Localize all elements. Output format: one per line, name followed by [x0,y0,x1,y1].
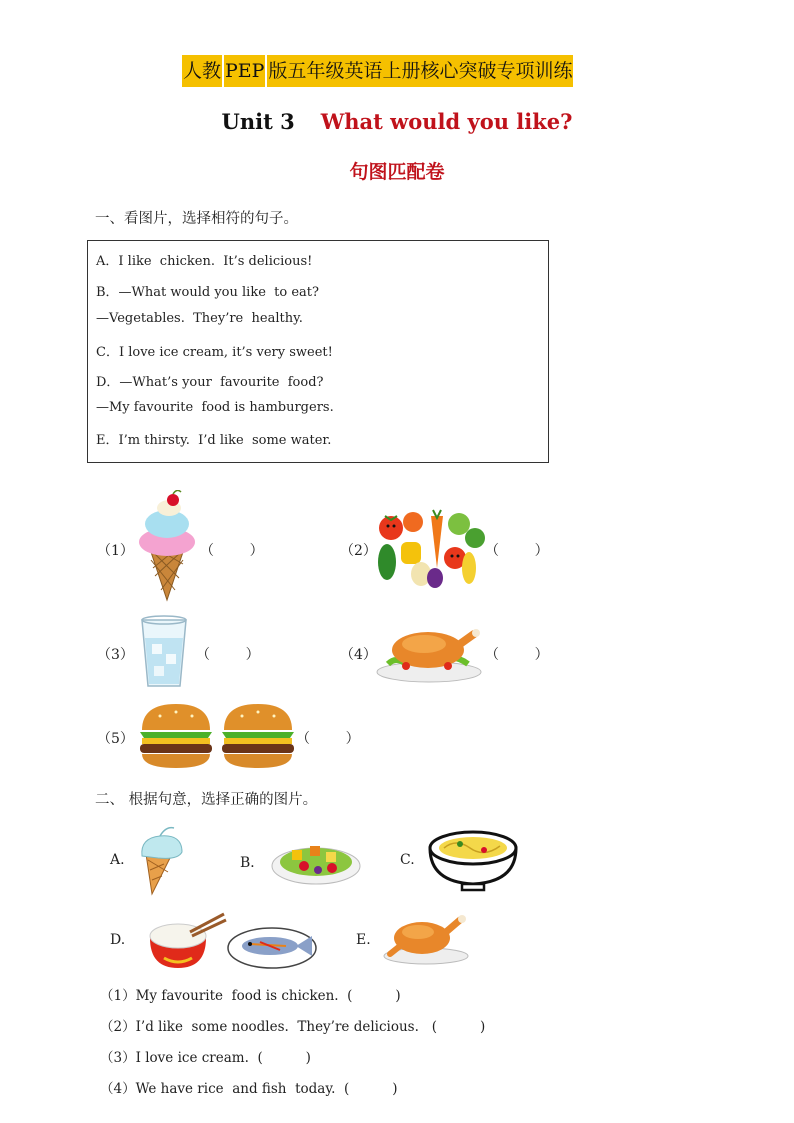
option-line: E．I’m thirsty. I’d like some water. [96,433,332,448]
vegetables-icon [373,506,485,590]
question-sentence: （4）We have rice and fish today. ( ) [100,1081,398,1097]
option-line: D．—What’s your favourite food? [96,375,324,390]
choice-letter: A. [110,852,125,868]
unit-question: What would you like? [320,109,573,134]
title-banner [182,55,573,87]
choice-letter: D. [110,932,126,948]
options-box [87,240,549,463]
worksheet-subtitle: 句图匹配卷 [349,161,445,183]
question-sentence: （2）I’d like some noodles. They’re delicious. ( ) [100,1019,486,1035]
noodles-icon [426,826,520,894]
choice-letter: B． [240,855,265,871]
question-sentence: （1）My favourite food is chicken. ( ) [100,988,401,1004]
choice-letter: E. [356,932,371,948]
option-line: A．I like chicken. It’s delicious! [96,254,313,269]
answer-blank[interactable]: （ ） [485,543,549,559]
chicken-icon [382,906,470,966]
option-line: B．—What would you like to eat? [96,285,319,300]
banner-part: 人教 [182,55,222,87]
part2-heading: 二、 根据句意，选择正确的图片。 [95,792,318,808]
item-number: （2） [340,543,377,559]
answer-blank[interactable]: （ ） [485,647,549,663]
answer-blank[interactable]: （ ） [196,647,260,663]
ice-cream-icon [138,824,186,896]
item-number: （5） [97,731,134,747]
option-line: —Vegetables. They’re healthy. [96,311,303,326]
part1-heading: 一、看图片，选择相符的句子。 [95,211,298,227]
option-line: C．I love ice cream, it’s very sweet! [96,345,333,360]
hamburgers-icon [136,700,296,772]
item-number: （3） [97,647,134,663]
glass-of-water-icon [138,614,190,690]
answer-blank[interactable]: （ ） [296,731,360,747]
roast-chicken-icon [376,622,482,684]
banner-part: 版五年级英语上册核心突破专项训练 [267,55,573,87]
banner-part: PEP [224,55,265,87]
question-sentence: （3）I love ice cream. ( ) [100,1050,311,1066]
ice-cream-cone-icon [135,490,199,602]
item-number: （1） [97,543,134,559]
answer-blank[interactable]: （ ） [200,543,264,559]
unit-title [0,109,794,134]
unit-number: Unit 3 [221,109,295,134]
item-number: （4） [340,647,377,663]
option-line: —My favourite food is hamburgers. [96,400,334,415]
salad-icon [270,830,362,888]
rice-and-fish-icon [140,908,320,974]
choice-letter: C. [400,852,415,868]
